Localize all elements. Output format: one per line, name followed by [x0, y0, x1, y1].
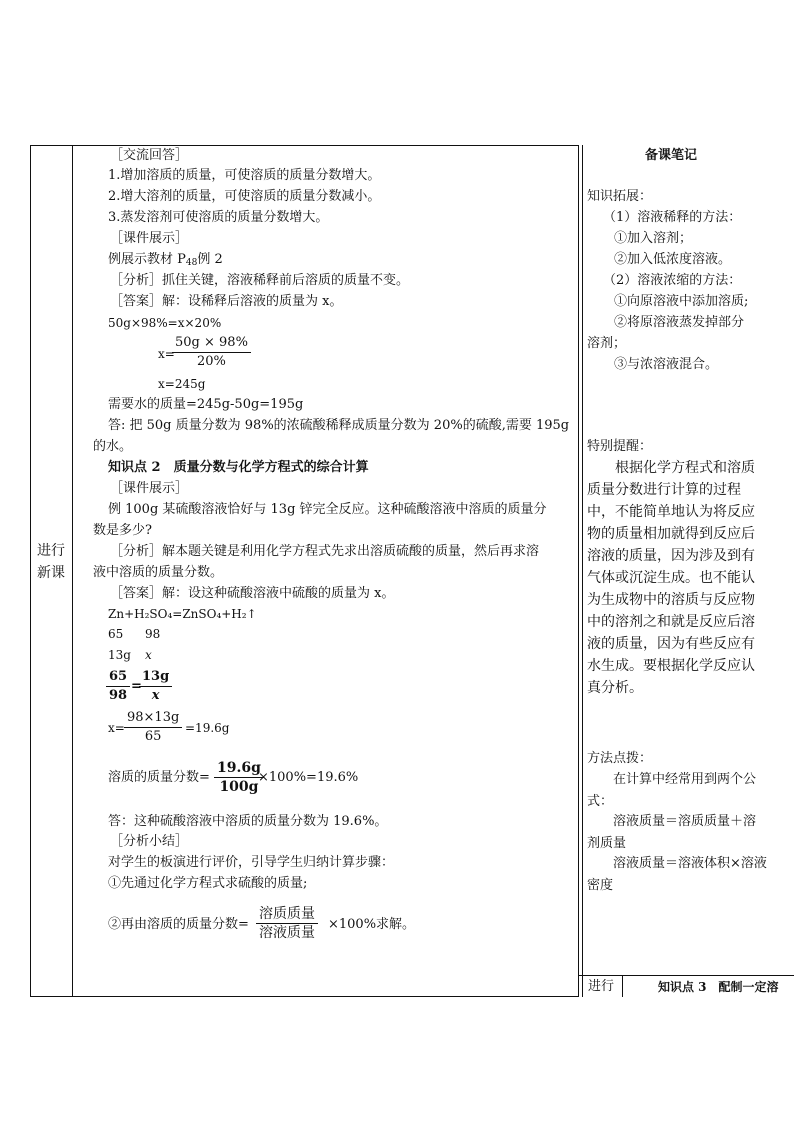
concentration-method-1: ①向原溶液中添加溶质; — [614, 294, 749, 309]
conclusion-2: 答：这种硫酸溶液中溶质的质量分数为 19.6%。 — [108, 814, 388, 829]
point-1: 1.增加溶质的质量，可使溶质的质量分数增大。 — [108, 168, 381, 183]
mass-fraction-numerator: 19.6g — [214, 759, 264, 778]
answer-2: ［答案］解：设这种硫酸溶液中硫酸的质量为 x。 — [110, 586, 395, 601]
equation-1: 50g×98%=x×20% — [108, 316, 222, 330]
reaction-equation: Zn+H₂SO₄=ZnSO₄+H₂↑ — [108, 607, 257, 621]
analysis-1: ［分析］抓住关键，溶液稀释前后溶质的质量不变。 — [110, 273, 410, 288]
ratio-equals: = — [131, 679, 142, 694]
summary-step-2-denominator: 溶液质量 — [259, 925, 315, 941]
method-tips-intro: 在计算中经常用到两个公式： — [587, 772, 757, 809]
knowledge-point-2-title: 知识点 2 质量分数与化学方程式的综合计算 — [108, 460, 369, 475]
x-calc-denominator: 65 — [144, 729, 162, 744]
notes-title: 备课笔记 — [645, 148, 698, 163]
summary-step-2-lhs: ②再由溶质的质量分数= — [108, 917, 249, 932]
next-row-divider — [622, 975, 623, 997]
equation-2-numerator: 50g × 98% — [172, 334, 251, 353]
point-3: 3.蒸发溶剂可使溶质的质量分数增大。 — [108, 210, 329, 225]
ratio-right-numerator: 13g — [139, 668, 172, 687]
x-calc-numerator: 98×13g — [124, 709, 182, 728]
summary-step-2-rhs: ×100%求解。 — [328, 917, 416, 932]
dilution-method-1: ①加入溶剂； — [614, 231, 693, 246]
equation-2-denominator: 20% — [197, 354, 226, 369]
table-left-border — [30, 145, 31, 997]
summary-step-1: ①先通过化学方程式求硫酸的质量; — [108, 876, 308, 891]
concentration-title: （2）溶液浓缩的方法： — [603, 273, 742, 288]
example-2-line2: 数是多少? — [93, 523, 152, 538]
ratio-fraction-left — [106, 668, 130, 705]
special-reminder-title: 特别提醒： — [587, 439, 653, 454]
heading-exchange-answer: ［交流回答］ — [110, 148, 189, 163]
molar-mass-h2so4: 98 — [145, 627, 161, 641]
example-1-page: 48 — [185, 258, 198, 268]
answer-1: ［答案］解：设稀释后溶液的质量为 x。 — [110, 294, 343, 309]
next-row-label: 进行 — [588, 979, 615, 994]
conclusion-1-line2: 的水。 — [93, 439, 133, 454]
summary-intro: 对学生的板演进行评价，引导学生归纳计算步骤： — [108, 855, 395, 870]
mass-fraction-result: ×100%=19.6% — [258, 770, 359, 785]
ratio-fraction-right — [139, 668, 172, 705]
example-1-text-b: 例 2 — [197, 252, 223, 267]
equation-3: x=245g — [158, 377, 206, 391]
conclusion-1-line1: 答: 把 50g 质量分数为 98%的浓硫酸稀释成质量分数为 20%的硫酸,需要 195g — [108, 418, 570, 433]
summary-step-2-fraction — [256, 905, 318, 942]
formula-1: 溶液质量＝溶质质量＋溶剂质量 — [587, 814, 757, 851]
section-label-line2: 新课 — [37, 565, 65, 581]
mass-fraction-fraction — [214, 759, 264, 796]
point-2: 2.增大溶剂的质量，可使溶质的质量分数减小。 — [108, 189, 381, 204]
mass-fraction-lhs: 溶质的质量分数= — [108, 770, 210, 785]
molar-mass-zn: 65 — [108, 627, 124, 641]
knowledge-point-3-title: 知识点 3 配制一定溶 — [658, 980, 779, 994]
section-label-line1: 进行 — [37, 543, 65, 559]
table-bottom-border — [30, 996, 578, 997]
concentration-method-2-line1: ②将原溶液蒸发掉部分 — [614, 315, 745, 330]
ratio-left-denominator: 98 — [109, 688, 128, 703]
water-mass: 需要水的质量=245g-50g=195g — [108, 397, 304, 412]
equation-2-lhs: x= — [158, 347, 175, 361]
example-1-text-a: 例展示教材 P — [108, 252, 186, 267]
method-tips-title: 方法点拨： — [587, 751, 653, 766]
example-2-line1: 例 100g 某硫酸溶液恰好与 13g 锌完全反应。这种硫酸溶液中溶质的质量分 — [108, 502, 547, 517]
main-col-right-border — [578, 145, 579, 997]
dilution-title: （1）溶液稀释的方法： — [603, 210, 742, 225]
ratio-right-denominator: x — [151, 688, 160, 703]
mass-fraction-denominator: 100g — [219, 779, 259, 795]
concentration-method-2-line2: 溶剂； — [587, 336, 627, 351]
heading-courseware-1: ［课件展示］ — [110, 231, 189, 246]
given-mass-zn: 13g — [108, 648, 131, 662]
equation-2-fraction — [172, 334, 251, 371]
heading-summary: ［分析小结］ — [110, 834, 189, 849]
dilution-method-2: ②加入低浓度溶液。 — [614, 252, 732, 267]
heading-courseware-2: ［课件展示］ — [110, 481, 189, 496]
formula-2: 溶液质量＝溶液体积×溶液密度 — [587, 856, 767, 893]
x-calc-result: =19.6g — [185, 721, 230, 735]
next-row-top-border — [578, 975, 794, 976]
example-1-ref — [108, 250, 223, 270]
notes-col-left-border — [582, 145, 583, 997]
x-calc-lhs: x= — [108, 721, 125, 735]
label-col-divider — [72, 145, 73, 997]
analysis-2-line2: 液中溶质的质量分数。 — [93, 565, 224, 580]
unknown-mass-x: x — [145, 648, 152, 662]
x-calc-fraction — [124, 709, 182, 746]
summary-step-2-numerator: 溶质质量 — [256, 905, 318, 924]
analysis-2-line1: ［分析］解本题关键是利用化学方程式先求出溶质硫酸的质量，然后再求溶 — [110, 544, 540, 559]
concentration-method-3: ③与浓溶液混合。 — [614, 357, 719, 372]
special-reminder-text: 根据化学方程式和溶质质量分数进行计算的过程中，不能简单地认为将反应物的质量相加就得到反应后溶液的质量，因为涉及到有气体或沉淀生成。也不能认为生成物中的溶质与反应物中的溶剂之和就是反应后溶液的质量，因为有些反应有水生成。要根据化学反应认真分析。 — [587, 460, 755, 696]
knowledge-extension-title: 知识拓展： — [587, 189, 653, 204]
ratio-left-numerator: 65 — [106, 668, 130, 687]
